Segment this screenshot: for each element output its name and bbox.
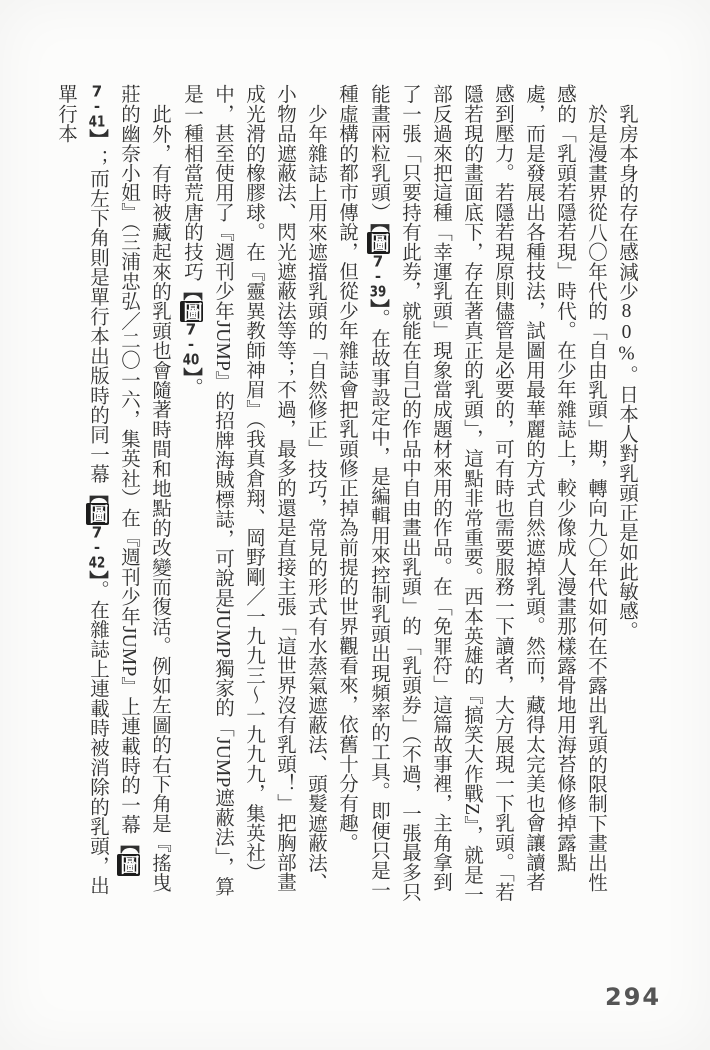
- figure-number: 40: [182, 352, 200, 368]
- paragraph: [175, 84, 331, 906]
- article-text: [50, 84, 642, 906]
- figure-ref-open-bracket: 【: [86, 483, 109, 504]
- figure-number: 7: [91, 84, 103, 99]
- figure-ref-close-bracket: 】: [180, 367, 203, 378]
- figure-label-box: 圖: [367, 232, 390, 253]
- text-run: 80%: [616, 300, 637, 365]
- figure-ref-close-bracket: 】: [86, 570, 109, 580]
- figure-number: 7: [91, 525, 103, 541]
- figure-number: 39: [369, 283, 387, 299]
- figure-number-dash: -: [374, 268, 382, 284]
- figure-number: 42: [88, 555, 106, 571]
- figure-number-dash: -: [93, 540, 101, 556]
- text-run: 乳房本身的存在感減少: [616, 103, 637, 301]
- figure-reference: [86, 484, 109, 580]
- figure-reference: [180, 281, 203, 377]
- paragraph: [611, 84, 642, 906]
- figure-number: 41: [88, 114, 106, 129]
- figure-ref-open-bracket: 【: [117, 834, 140, 854]
- figure-ref-open-bracket: 【: [367, 221, 390, 232]
- figure-number-dash: -: [93, 99, 101, 114]
- figure-reference: [367, 222, 390, 309]
- text-run: 。日本人對乳頭正是如此敏感。: [616, 364, 637, 640]
- figure-ref-close-bracket: 】: [86, 129, 109, 149]
- text-run: 於是漫畫界從八〇年代的「自由乳頭」期，轉向九〇年代如何在不露出乳頭的限制下畫出性感的「乳頭若隱若現」時代。在少年雜誌上，較少像成人漫畫那樣露骨地用海苔條修掉露點處，而是發展出各種技法，試圖用最華麗的方式自然遮掉乳頭。然而，藏得太完美也會讓讀者感到壓力。若隱若現原則儘管是必要的，可有時也需要服務一下讀者，大方展現一下乳頭。「若隱若現的畫面底下，存在著真正的乳頭」，這點非常重要。西本英雄的『搞笑大作戰Z』，就是一部反過來把這種「幸運乳頭」現象當成題材來用的作品。在「免罪符」這篇故事裡，主角拿到了一張「只要持有此券，就能在自己的作品中自由畫出乳頭」的「乳頭券」（不過，一張最多只能畫兩粒乳頭）: [368, 84, 606, 905]
- text-run: 。: [181, 377, 202, 398]
- figure-label-box: 圖: [86, 504, 109, 525]
- text-run: 少年雜誌上用來遮擋乳頭的「自然修正」技巧，常見的形式有水蒸氣遮蔽法、頭髮遮蔽法、小物品遮蔽法、閃光遮蔽法等等；不過，最多的還是直接主張「這世界沒有乳頭！」把胸部畫成光滑的橡膠球。在『靈異教師神眉』（我真倉翔、岡野剛／一九九三～一九九九，集英社）中，甚至使用了『週刊少年JUMP』的招牌海賊標誌，可說是JUMP獨家的「JUMP遮蔽法」，算是一種相當荒唐的技巧: [181, 84, 326, 897]
- figure-ref-close-bracket: 】: [367, 298, 390, 309]
- figure-label-box: 圖: [117, 854, 140, 875]
- figure-number: 7: [372, 253, 384, 269]
- paragraph: [50, 84, 175, 906]
- text-run: ；而左下角則是單行本出版時的同一幕: [87, 148, 108, 484]
- page-number: 294: [605, 983, 662, 1011]
- text-run: 。在雜誌上連載時被消除的乳頭，出單行本: [55, 84, 108, 896]
- paragraph: [331, 84, 611, 906]
- text-run: 此外，有時被藏起來的乳頭也會隨著時間和地點的改變而復活。例如左圖的右下角是『搖曳莊的幽奈小姐』（三浦忠弘／二〇一六，集英社）在『週刊少年JUMP』上連載時的一幕: [118, 84, 170, 892]
- text-run: 。在故事設定中，是編輯用來控制乳頭出現頻率的工具。即便只是一種虛構的都市傳說，但從少年雜誌會把乳頭修正掉為前提的世界觀看來，依舊十分有趣。: [336, 84, 389, 900]
- figure-number: 7: [185, 322, 197, 338]
- figure-ref-open-bracket: 【: [180, 281, 203, 301]
- figure-number-dash: -: [187, 337, 195, 353]
- figure-label-box: 圖: [180, 301, 203, 322]
